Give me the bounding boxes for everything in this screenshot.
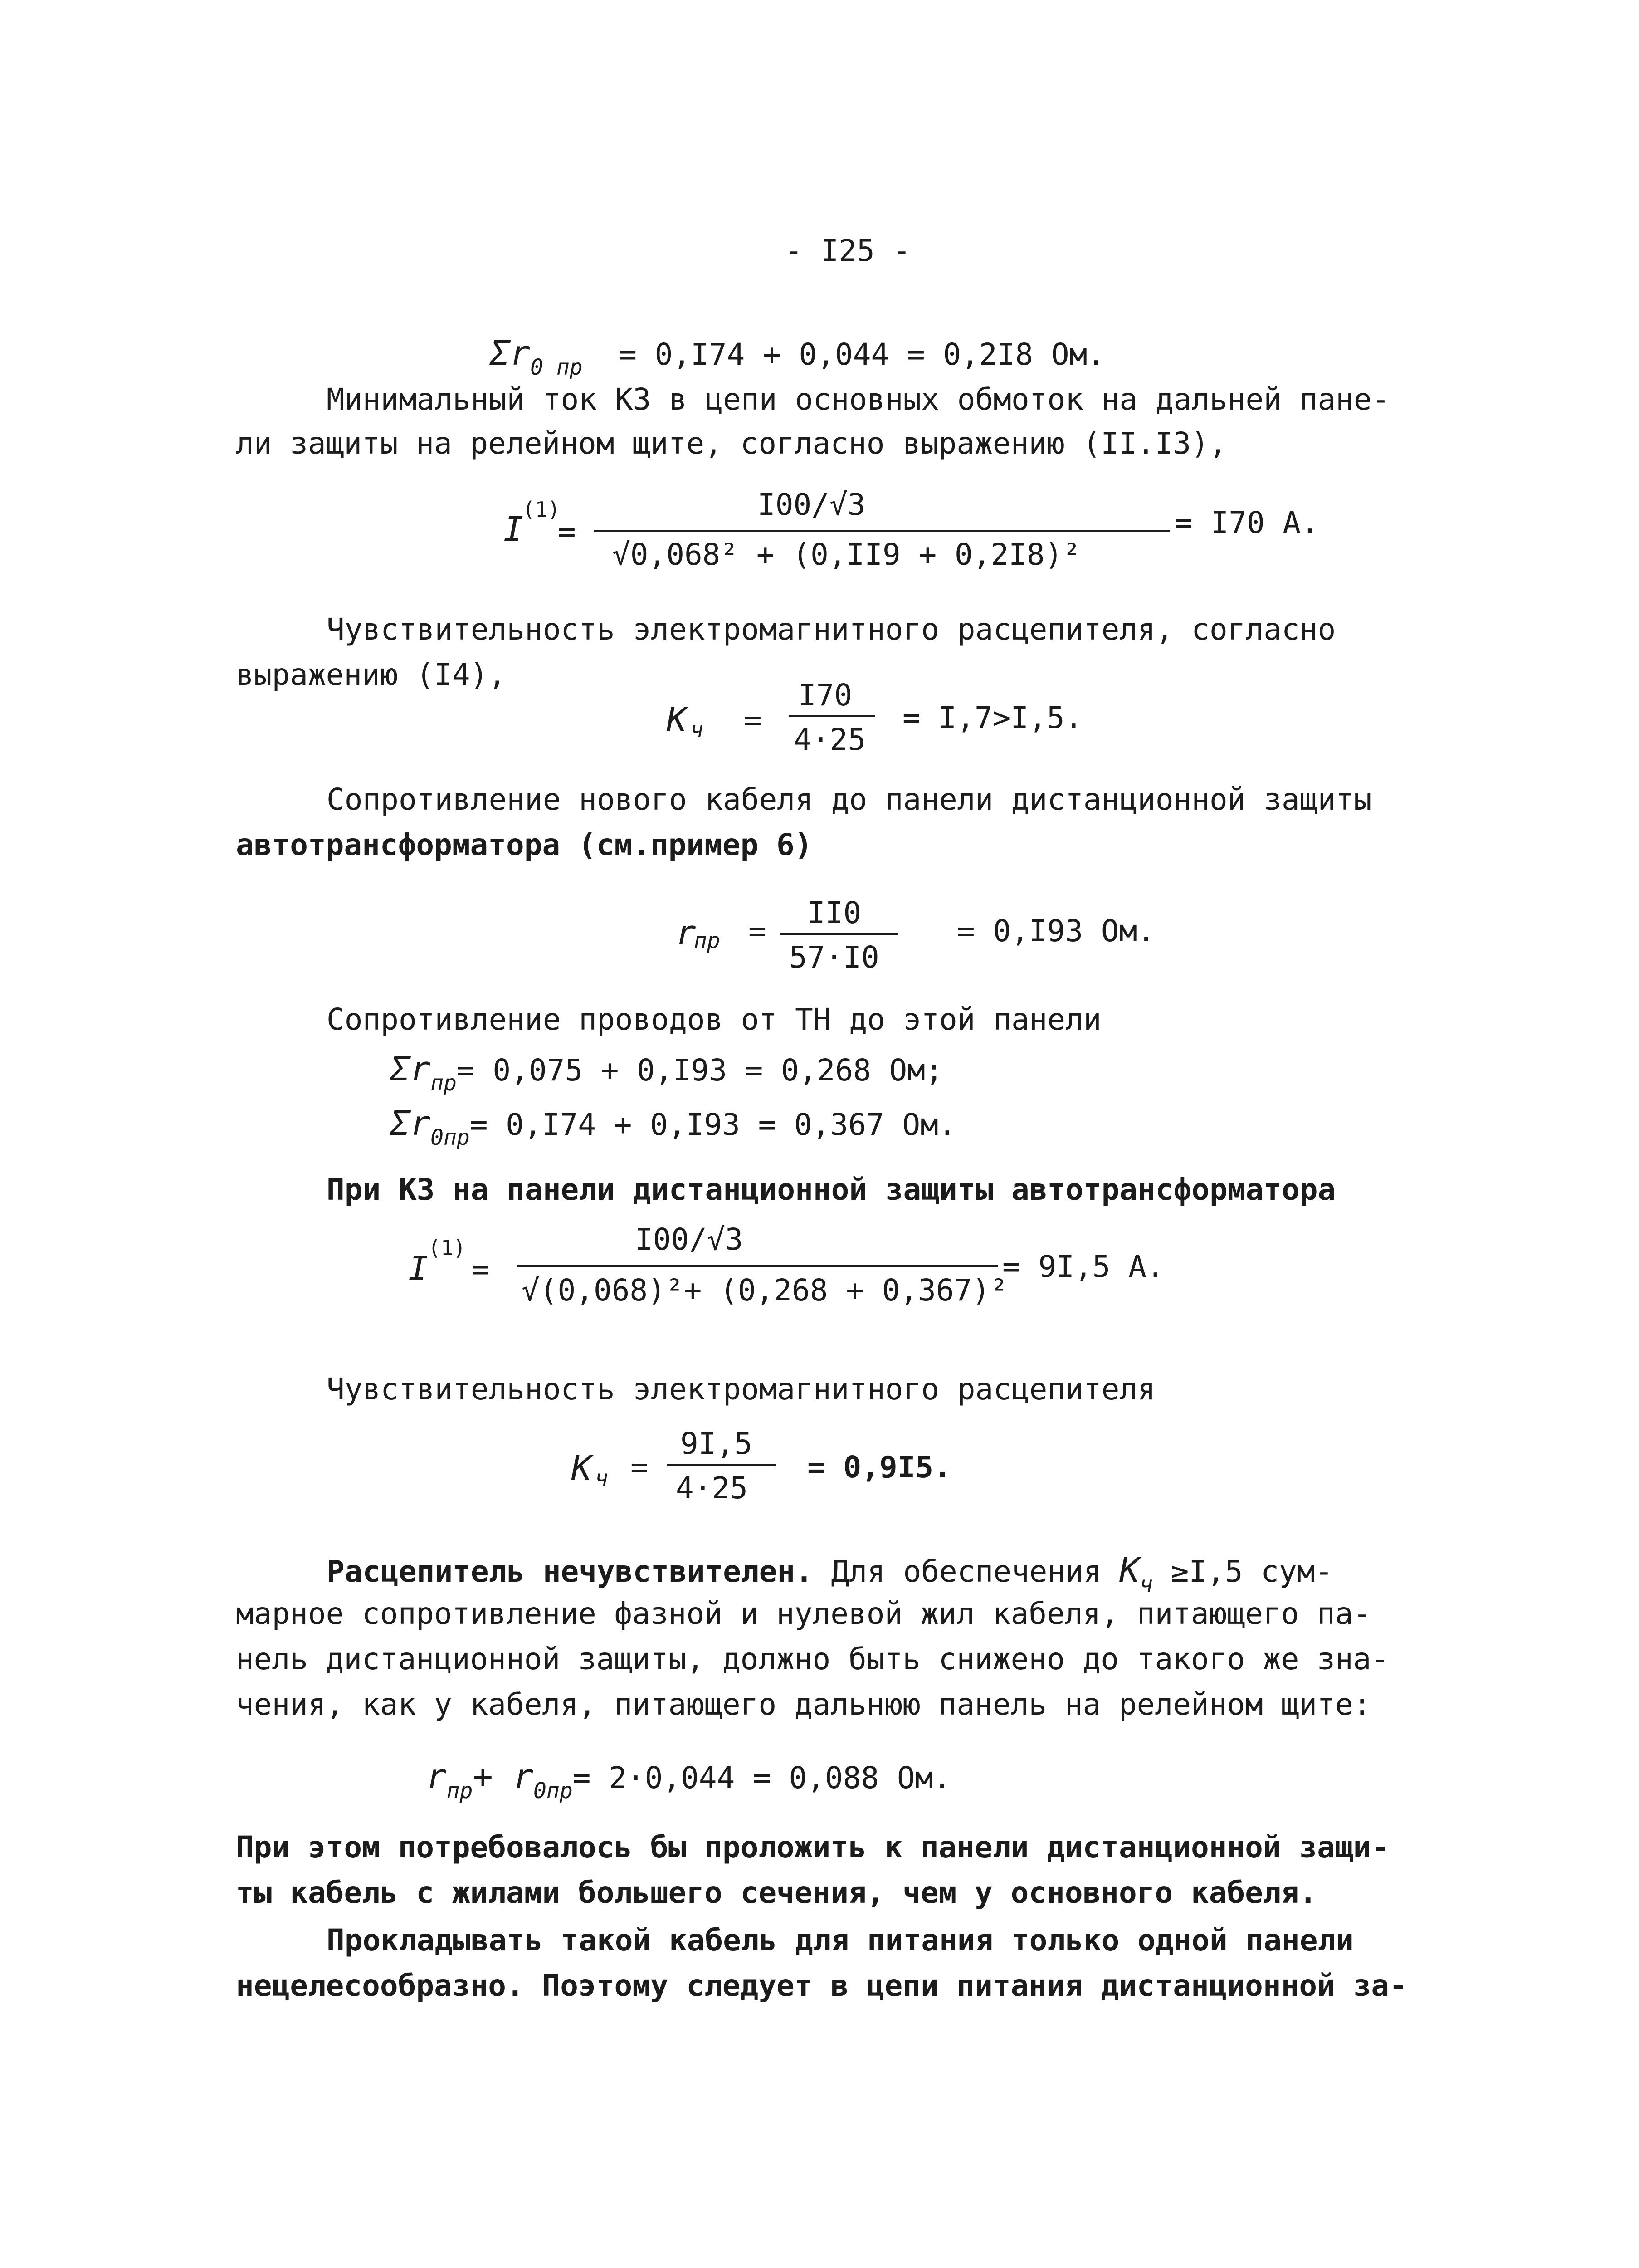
paragraph-line: ты кабель с жилами большего сечения, чем у основного кабеля. xyxy=(236,1875,1317,1910)
paragraph-line: Сопротивление нового кабеля до панели дистанционной защиты xyxy=(327,782,1372,817)
paragraph-line: ли защиты на релейном щите, согласно выражению (II.I3), xyxy=(236,426,1227,461)
equation-6: I (1) = I00/√3 √(0,068)²+ (0,268 + 0,367)² = 9I,5 А. xyxy=(408,1222,1165,1308)
paragraph-line: автотрансформатора (см.пример 6) xyxy=(236,827,813,862)
paragraph-line: выражению (I4), xyxy=(236,657,507,692)
equation-1: I (1) = I00/√3 √0,068² + (0,II9 + 0,2I8)² = I70 А. xyxy=(503,487,1319,572)
paragraph-line: Минимальный ток КЗ в цепи основных обмоток на дальней пане- xyxy=(327,382,1390,417)
fraction-denominator: √0,068² + (0,II9 + 0,2I8)² xyxy=(612,537,1081,572)
fraction-bar xyxy=(594,530,1170,532)
paragraph-line: При КЗ на панели дистанционной защиты автотрансформатора xyxy=(327,1172,1336,1207)
equation-8: $r_{пр}+ r_{0пр}= 2\cdot 0,044 = 0,088$ Ом. xyxy=(426,1757,951,1804)
paragraph-line: Прокладывать такой кабель для питания только одной панели xyxy=(327,1923,1354,1958)
equation-sum-r0: $\Sigma r_{0 пр} = 0,I74 + 0,044 = 0,2I8$ Ом. xyxy=(490,334,1106,380)
equation-7: K ч = 9I,5 4·25 = 0,9I5. xyxy=(571,1426,951,1505)
paragraph-line: Чувствительность электромагнитного расцепителя xyxy=(327,1372,1156,1407)
paragraph-line: При этом потребовалось бы проложить к панели дистанционной защи- xyxy=(236,1830,1390,1865)
paragraph-line: нель дистанционной защиты, должно быть снижено до такого же зна- xyxy=(236,1642,1390,1677)
page-number: - I25 - xyxy=(785,233,911,268)
equation-2: K ч = I70 4·25 = I,7>I,5. xyxy=(667,678,1083,757)
paragraph-line: нецелесообразно. Поэтому следует в цепи питания дистанционной за- xyxy=(236,1968,1407,2003)
equation-3: r пр = II0 57·I0 = 0,I93 Ом. xyxy=(676,895,1156,975)
paragraph-line: Сопротивление проводов от ТН до этой панели xyxy=(327,1002,1102,1037)
paragraph-line: Чувствительность электромагнитного расцепителя, согласно xyxy=(327,612,1336,647)
paragraph-line: марное сопротивление фазной и нулевой жил кабеля, питающего па- xyxy=(236,1596,1371,1631)
paragraph-line: чения, как у кабеля, питающего дальнюю панель на релейном щите: xyxy=(236,1687,1371,1722)
fraction-numerator: I00/√3 xyxy=(757,487,866,522)
equation-5: $\Sigma r_{0пр}= 0,I74 + 0,I93 = 0,367$ Ом. xyxy=(390,1104,956,1150)
equation-4: $\Sigma r_{пр}= 0,075 + 0,I93 = 0,268$ Ом; xyxy=(390,1050,943,1096)
paragraph-line: Расцепитель нечувствителен. Для обеспечения $K_ч \ge I,5$ сум- xyxy=(327,1551,1333,1597)
